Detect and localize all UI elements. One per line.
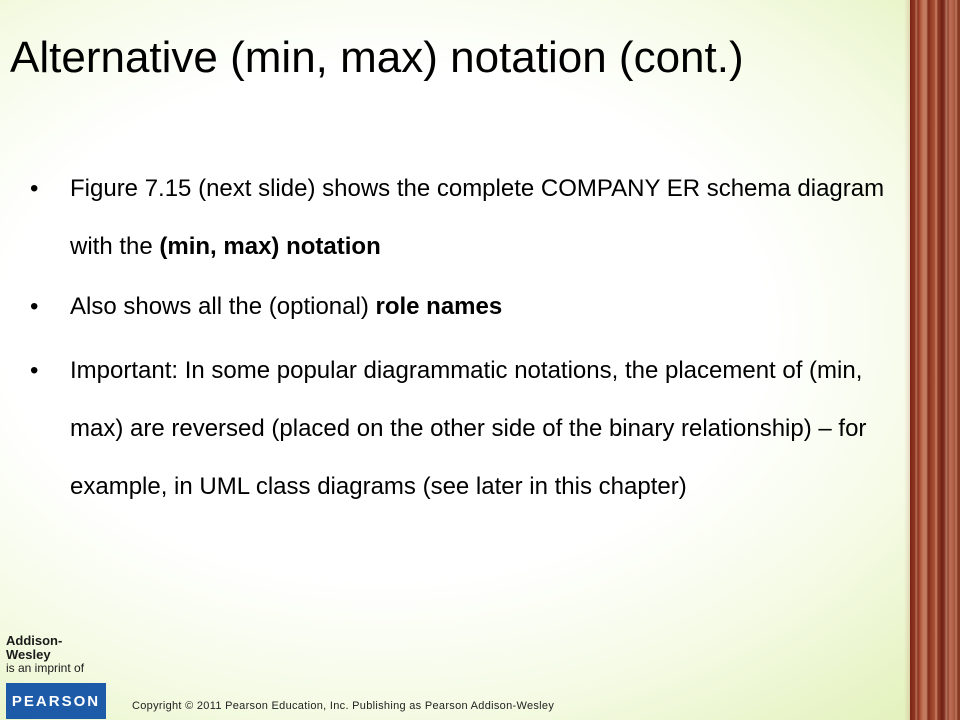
bullet-bold-text: role names: [375, 293, 503, 320]
bullet-marker: •: [30, 175, 39, 202]
publisher-name: Addison-Wesley: [6, 633, 63, 662]
bullet-text: Figure 7.15 (next slide) shows the complete COMPANY ER schema diagram with the: [70, 175, 885, 260]
bullet-text: Also shows all the (optional): [70, 293, 376, 320]
bullet-bold-text: (min, max) notation: [159, 233, 381, 260]
imprint-text: is an imprint of: [6, 661, 85, 675]
publisher-logo: [6, 634, 106, 719]
decorative-stripe: [910, 0, 960, 720]
bullet-marker: •: [30, 357, 39, 384]
pearson-wordmark: PEARSON: [11, 692, 101, 710]
bullet-marker: •: [30, 293, 39, 320]
bullet-text: Important: In some popular diagrammatic notations, the placement of (min, max) are reversed (placed on the other side of the binary relationship) – for example, in UML class diagrams (see later in this chapter): [70, 357, 867, 500]
bullet-item: [30, 342, 910, 516]
bullet-item: [30, 160, 910, 276]
pearson-logo: [6, 683, 106, 719]
bullet-list: [30, 160, 910, 516]
copyright-notice: Copyright © 2011 Pearson Education, Inc. Publishing as Pearson Addison-Wesley: [132, 700, 555, 712]
slide-title: Alternative (min, max) notation (cont.): [10, 33, 744, 82]
bullet-item: [30, 278, 910, 336]
